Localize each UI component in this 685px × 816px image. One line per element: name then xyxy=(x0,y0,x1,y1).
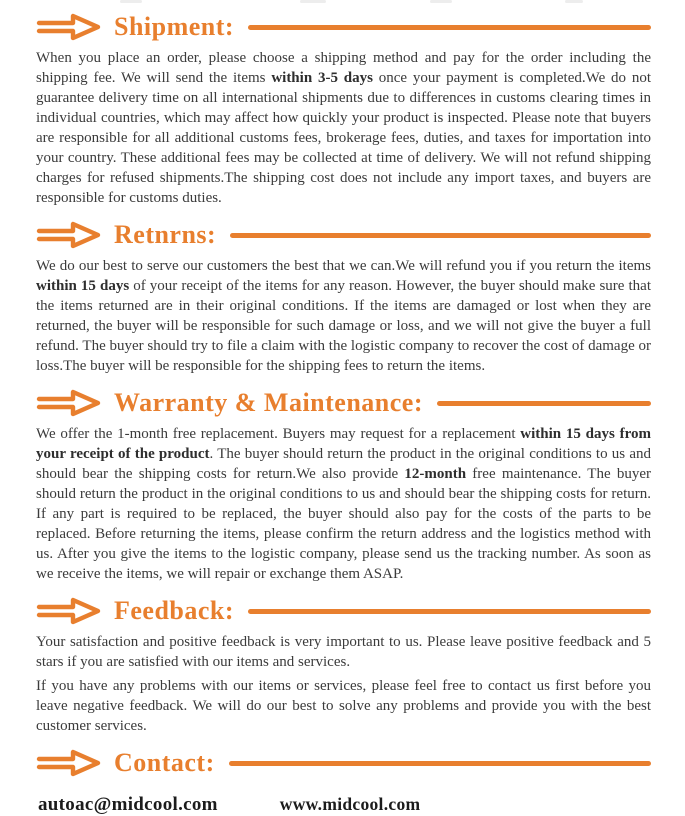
shipment-body: When you place an order, please choose a shipping method and pay for the order including the shipping fee. We will send the items within 3-5 days once your payment is completed.We do not guarantee delivery time on all international shipments due to differences in customs clearing times in individual countries, which may affect how quickly your product is inspected. Please note that buyers are responsible for all additional customs fees, brokerage fees, duties, and taxes for importation into your country. These additional fees may be collected at time of delivery. We will not refund shipping charges for refused shipments.The shipping cost does not include any import taxes, and buyers are responsible for customs duties. xyxy=(36,50,651,206)
feedback-body-1: Your satisfaction and positive feedback is very important to us. Please leave positive feedback and 5 stars if you are satisfied with our items and services. xyxy=(36,634,651,670)
shipment-heading-row xyxy=(36,12,651,42)
section-contact xyxy=(36,748,651,816)
feedback-heading-row xyxy=(36,596,651,626)
warranty-body: We offer the 1-month free replacement. Buyers may request for a replacement within 15 days from your receipt of the product. The buyer should return the product in the original conditions to us and should bear the shipping costs for return.We also provide 12-month free maintenance. The buyer should return the product in the original conditions to us and should bear the shipping costs for return. If any part is required to be replaced, the buyer should also pay for the costs of the parts to be replaced. Before returning the items, please confirm the return address and the logistics method with us. After you give the items to the logistic company, please send us the tracking number. As soon as we receive the items, we will repair or exchange them ASAP. xyxy=(36,426,651,582)
section-returns xyxy=(36,220,651,376)
arrow-right-icon xyxy=(36,388,102,418)
arrow-right-icon xyxy=(36,596,102,626)
heading-rule xyxy=(248,25,651,30)
contact-info-row xyxy=(36,794,651,816)
arrow-right-icon xyxy=(36,748,102,778)
heading-rule xyxy=(230,233,651,238)
returns-heading-row xyxy=(36,220,651,250)
warranty-heading-row xyxy=(36,388,651,418)
heading-rule xyxy=(229,761,651,766)
section-warranty xyxy=(36,388,651,584)
section-feedback xyxy=(36,596,651,736)
cropped-text-remnant xyxy=(0,0,685,5)
contact-website: www.midcool.com xyxy=(279,794,421,814)
contact-email: autoac@midcool.com xyxy=(38,794,218,815)
warranty-title: Warranty & Maintenance: xyxy=(114,388,424,417)
arrow-right-icon xyxy=(36,220,102,250)
returns-title: Retnrns: xyxy=(114,220,217,249)
contact-title: Contact: xyxy=(114,748,215,777)
heading-rule xyxy=(248,609,651,614)
shipment-title: Shipment: xyxy=(114,12,235,41)
returns-body: We do our best to serve our customers the best that we can.We will refund you if you return the items within 15 days of your receipt of the items for any reason. However, the buyer should make sure that the items returned are in their original conditions. If the items are damaged or lost when they are returned, the buyer will be responsible for such damage or loss, and we will not give the buyer a full refund. The buyer should try to file a claim with the logistic company to recover the cost of damage or loss.The buyer will be responsible for the shipping fees to return the items. xyxy=(36,258,652,374)
arrow-right-icon xyxy=(36,12,102,42)
contact-heading-row xyxy=(36,748,651,778)
heading-rule xyxy=(437,401,651,406)
section-shipment xyxy=(36,12,651,208)
feedback-body-2: If you have any problems with our items or services, please feel free to contact us first before you leave negative feedback. We will do our best to solve any problems and provide you with the best customer services. xyxy=(36,678,651,734)
feedback-title: Feedback: xyxy=(114,596,235,625)
